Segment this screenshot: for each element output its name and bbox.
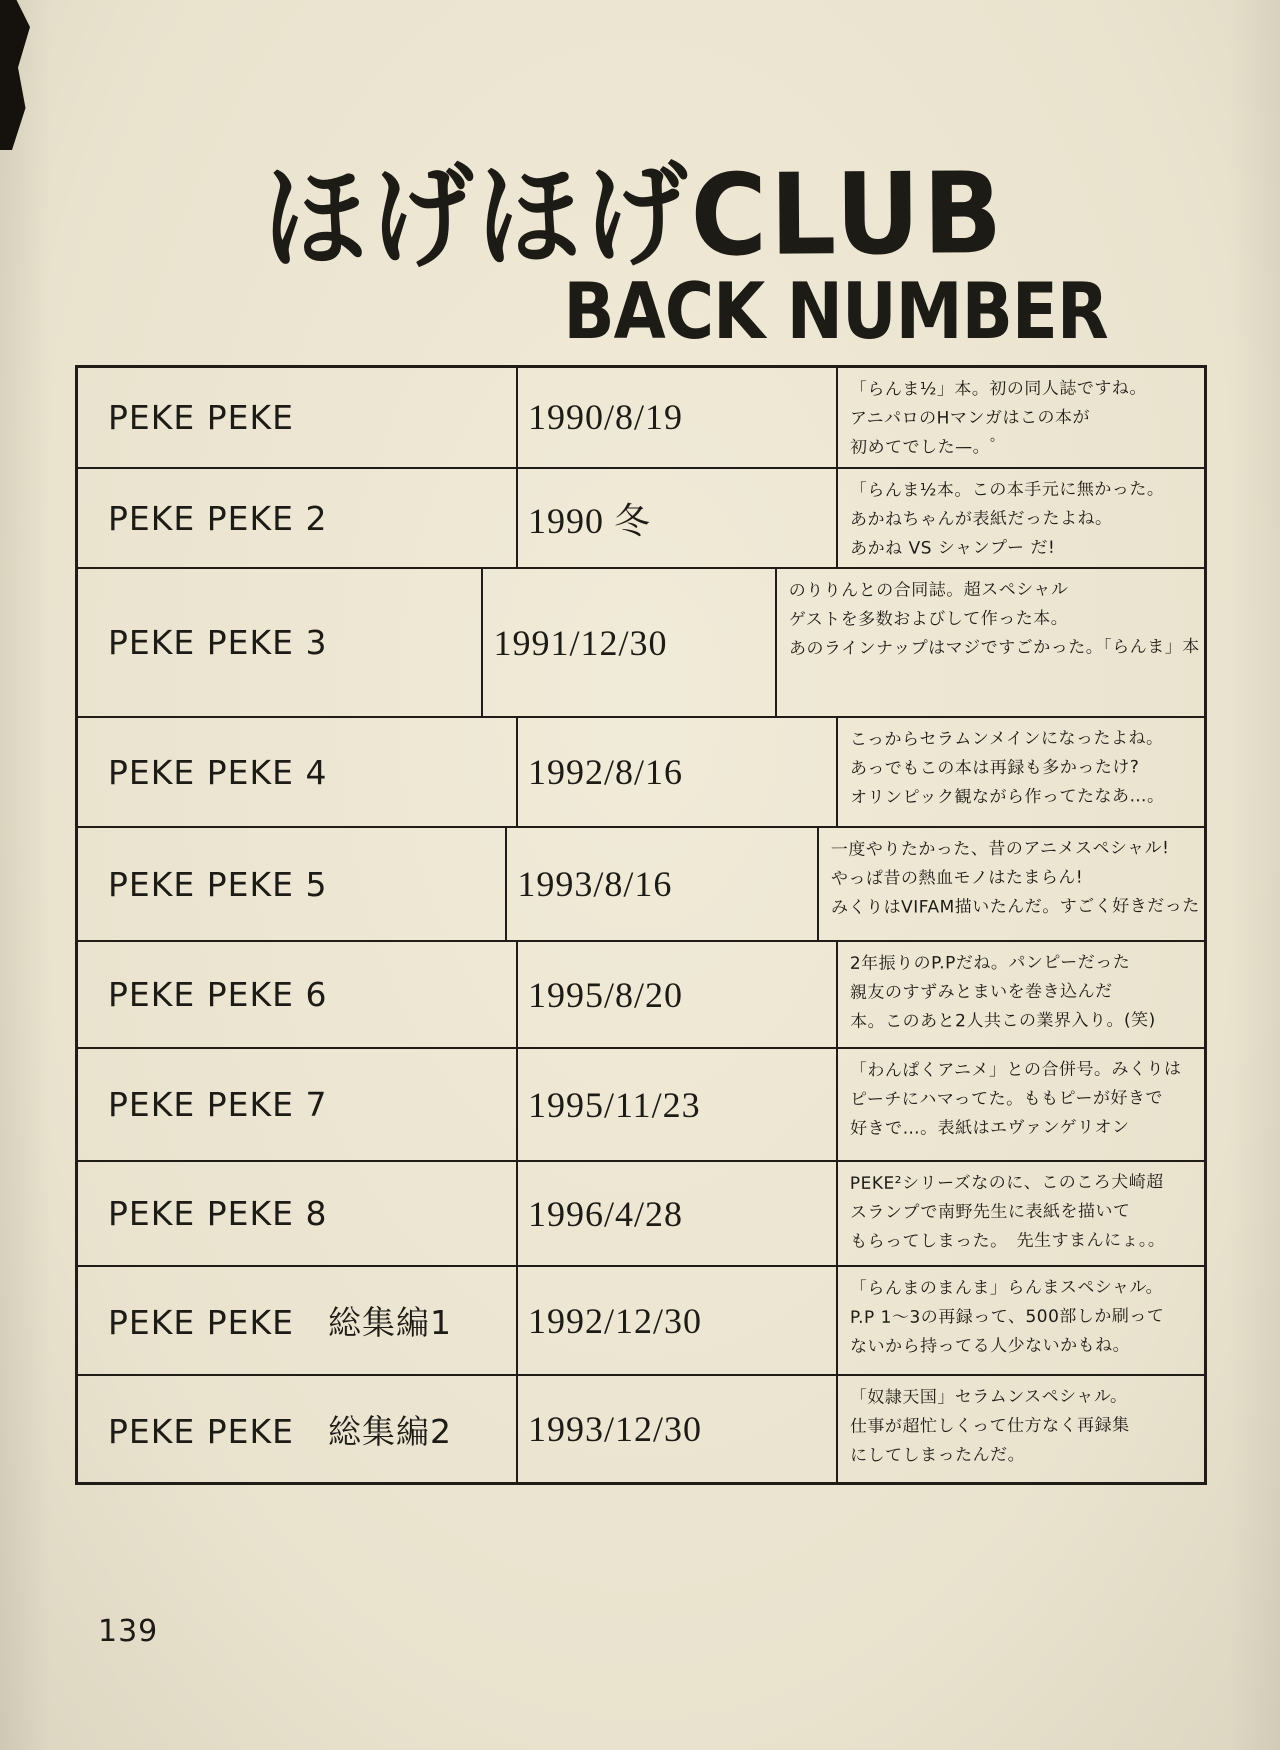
row-title: PEKE PEKE: [78, 368, 518, 467]
row-comment: [777, 568, 1204, 717]
comment-line: やっぱ昔の熱血モノはたまらん!: [831, 868, 1084, 890]
scan-artifact-mark: [0, 0, 30, 150]
row-comment: [838, 1161, 1205, 1266]
row-comment: [838, 941, 1205, 1048]
comment-line: 仕事が超忙しくって仕方なく再録集: [849, 1416, 1130, 1438]
table-row: [78, 368, 1204, 467]
row-title: PEKE PEKE 総集編2: [78, 1376, 518, 1482]
comment-line: もらってしまった。 先生すまんにょ。。: [850, 1231, 1166, 1253]
comment-line: 一度やりたかった、昔のアニメスペシャル!: [831, 838, 1170, 861]
row-date: 1992/12/30: [518, 1267, 838, 1374]
comment-line: こっからセラムンメインになったよね。: [849, 728, 1164, 751]
row-comment: [838, 468, 1205, 569]
row-title: PEKE PEKE 6: [78, 942, 518, 1047]
comment-line: PEKE²シリーズなのに、このころ犬崎超: [849, 1172, 1164, 1195]
table-row: [78, 467, 1204, 568]
table-row: [78, 1374, 1204, 1482]
row-date: 1993/12/30: [518, 1376, 838, 1482]
comment-line: あかねちゃんが表紙だったよね。: [849, 508, 1113, 530]
row-title: PEKE PEKE 8: [78, 1162, 518, 1265]
comment-line: スランプで南野先生に表紙を描いて: [849, 1202, 1131, 1224]
comment-line: ゲストを多数およびして作った本。: [789, 609, 1069, 631]
table-row: [78, 940, 1204, 1047]
comment-line: 本。このあと2人共この業界入り。(笑): [850, 1011, 1156, 1033]
back-number-table: [75, 365, 1207, 1485]
comment-line: のりりんとの合同誌。超スペシャル: [789, 579, 1069, 602]
row-comment: [838, 367, 1205, 468]
comment-line: 「らんまのまんま」らんまスペシャル。: [849, 1277, 1164, 1300]
table-row: [78, 1265, 1204, 1374]
table-row: [78, 716, 1204, 826]
comment-line: あっでもこの本は再録も多かったけ?: [849, 758, 1140, 780]
comment-line: 親友のすずみとまいを巻き込んだ: [849, 982, 1113, 1004]
row-comment: [819, 827, 1204, 941]
comment-line: P.P 1〜3の再録って、500部しか刷って: [849, 1306, 1165, 1329]
row-comment: [838, 717, 1205, 827]
row-title: PEKE PEKE 総集編1: [78, 1267, 518, 1374]
row-date: 1990/8/19: [518, 368, 838, 467]
comment-line: にしてしまったんだ。: [850, 1445, 1026, 1467]
row-title: PEKE PEKE 3: [78, 569, 483, 716]
row-date: 1990 冬: [518, 469, 838, 568]
row-date: 1996/4/28: [518, 1162, 838, 1265]
comment-line: ないから持ってる人少ないかもね。: [850, 1336, 1131, 1358]
row-comment: [838, 1048, 1205, 1161]
page-title: ほげほげCLUB: [262, 147, 1006, 285]
comment-line: オリンピック観ながら作ってたなあ…。: [850, 787, 1165, 809]
comment-line: 「らんま½本。この本手元に無かった。: [849, 478, 1165, 501]
comment-line: あのラインナップはマジですごかった。「らんま」本: [789, 637, 1201, 660]
row-date: 1995/8/20: [518, 942, 838, 1047]
comment-line: 好きで…。表紙はエヴァンゲリオン: [850, 1118, 1130, 1140]
comment-line: アニパロのHマンガはこの本が: [849, 407, 1090, 430]
comment-line: 「らんま½」本。初の同人誌ですね。: [849, 378, 1147, 400]
comment-line: ピーチにハマってた。ももピーが好きで: [849, 1088, 1163, 1111]
table-row: [78, 826, 1204, 940]
table-row: [78, 1160, 1204, 1265]
comment-line: 「わんぱくアニメ」との合併号。みくりは: [849, 1059, 1182, 1082]
comment-line: 「奴隷天国」セラムンスペシャル。: [849, 1386, 1128, 1409]
comment-line: あかね VS シャンプー だ!: [850, 537, 1056, 560]
table-row: [78, 567, 1204, 716]
comment-line: みくりはVIFAM描いたんだ。すごく好きだった: [831, 896, 1201, 919]
row-comment: [838, 1375, 1205, 1483]
row-comment: [838, 1266, 1205, 1375]
table-row: [78, 1047, 1204, 1160]
row-date: 1995/11/23: [518, 1049, 838, 1160]
comment-line: 2年振りのP.Pだね。パンピーだった: [849, 952, 1131, 975]
row-title: PEKE PEKE 4: [78, 718, 518, 826]
row-title: PEKE PEKE 2: [78, 469, 518, 568]
row-date: 1991/12/30: [483, 569, 777, 716]
row-title: PEKE PEKE 7: [78, 1049, 518, 1160]
row-date: 1992/8/16: [518, 718, 838, 826]
page-number: 139: [98, 1614, 159, 1649]
comment-line: 初めてでした—。゜: [850, 437, 1008, 459]
row-title: PEKE PEKE 5: [78, 828, 507, 940]
row-date: 1993/8/16: [507, 828, 819, 940]
back-number-heading: BACK NUMBER: [563, 266, 1108, 357]
